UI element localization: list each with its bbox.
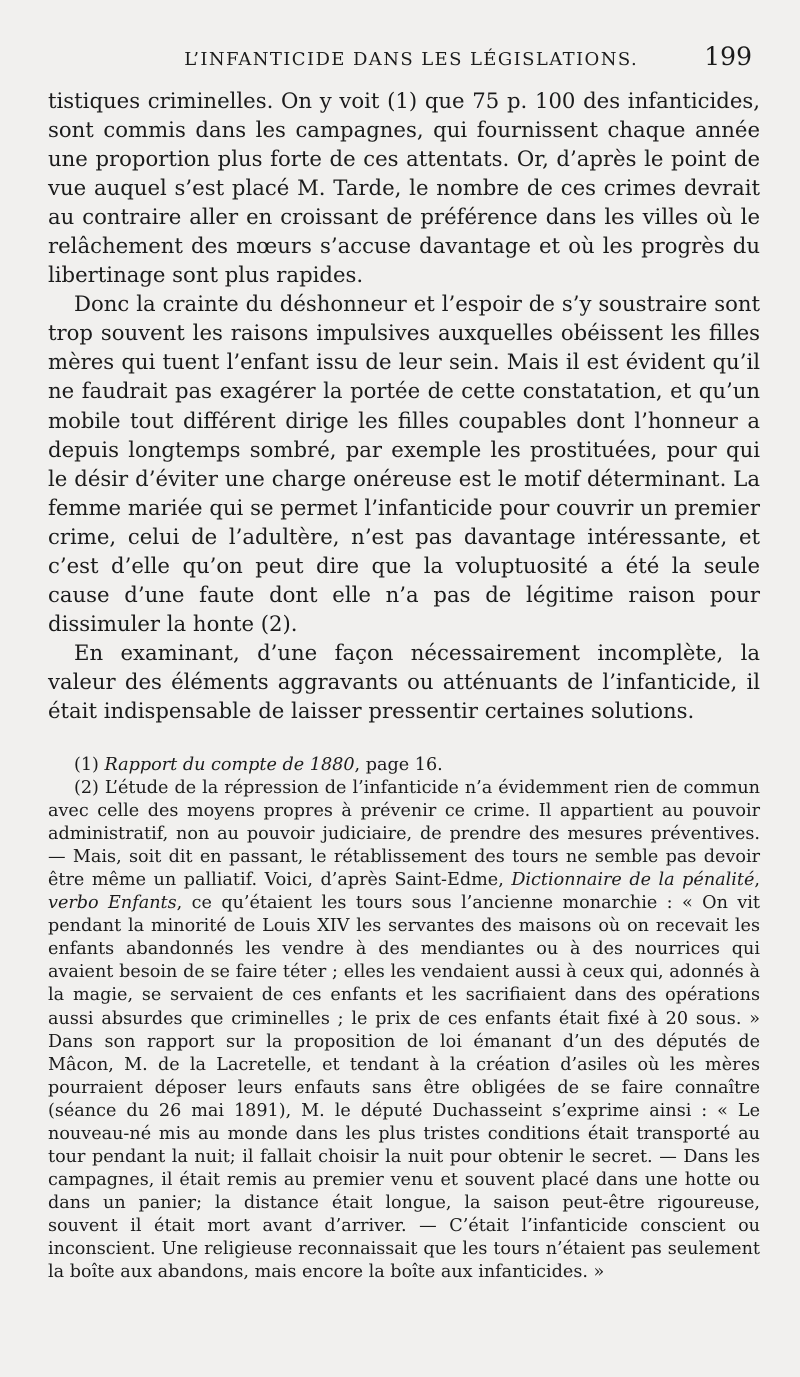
footnote-1	[48, 754, 760, 777]
page-header	[48, 42, 754, 76]
main-text	[48, 86, 760, 725]
footnote-2-text-b: ,	[754, 870, 760, 891]
footnote-1-mark: (1)	[74, 755, 105, 775]
footnote-1-rest: , page 16.	[354, 755, 443, 775]
footnotes	[48, 754, 760, 1284]
paragraph-3: En examinant, d’une façon nécessairement incomplète, la valeur des éléments aggravants ou atténuants de l’infanticide, il était indispensable de laisser pressentir certaines solutions.	[48, 639, 760, 723]
footnote-2-work-title: Dictionnaire de la pénalité	[511, 870, 755, 891]
footnote-2	[48, 777, 760, 1284]
running-head: L’INFANTICIDE DANS LES LÉGISLATIONS.	[184, 49, 639, 70]
paragraph-1: tistiques criminelles. On y voit (1) que 75 p. 100 des infanticides, sont commis dans les campagnes, qui fournissent chaque année une proportion plus forte de ces attentats. Or, d’après le point de vue auquel s’est placé M. Tarde, le nombre de ces crimes devrait au contraire aller en croissant de préférence dans les villes où le relâchement des mœurs s’accuse davantage et où les progrès du libertinage sont plus rapides.	[48, 88, 760, 288]
paragraph-2: Donc la crainte du déshonneur et l’espoir de s’y soustraire sont trop souvent les raisons impulsives auxquelles obéissent les filles mères qui tuent l’enfant issu de leur sein. Mais il est évident qu’il ne faudrait pas exagérer la portée de cette constatation, et qu’un mobile tout différent dirige les filles coupables dont l’honneur a depuis longtemps sombré, par exemple les prostituées, pour qui le désir d’éviter une charge onéreuse est le motif déterminant. La femme mariée qui se permet l’infanticide pour couvrir un premier crime, celui de l’adultère, n’est pas davantage intéressante, et c’est d’elle qu’on peut dire que la voluptuosité a été la seule cause d’une faute dont elle n’a pas de légitime raison pour dissimuler la honte (2).	[48, 291, 760, 636]
page-number: 199	[704, 42, 752, 71]
footnote-2-text-a: (2) L’étude de la répression de l’infanticide n’a évidemment rien de commun avec celle des moyens propres à prévenir ce crime. Il appartient au pouvoir administratif, non au pouvoir judiciaire, de prendre des mesures préventives. — Mais, soit dit en passant, le rétablissement des tours ne semble pas devoir être même un palliatif. Voici, d’après Saint-Edme,	[48, 778, 760, 891]
footnote-2-text-c: , ce qu’étaient les tours sous l’ancienne monarchie : « On vit pendant la minorité de Louis XIV les servantes des maisons où on recevait les enfants abandonnés les vendre à des mendiantes ou à des nourrices qui avaient besoin de se faire téter ; elles les vendaient aussi à ceux qui, adonnés à la magie, se servaient de ces enfants et les sacrifiaient dans des opérations aussi absurdes que criminelles ; le prix de ces enfants était fixé à 20 sous. » Dans son rapport sur la proposition de loi émanant d’un des députés de Mâcon, M. de la Lacretelle, et tendant à la création d’asiles où les mères pourraient déposer leurs enfauts sans être obligées de se faire connaître (séance du 26 mai 1891), M. le député Duchasseint s’exprime ainsi : « Le nouveau-né mis au monde dans les plus tristes conditions était transporté au tour pendant la nuit; il fallait choisir la nuit pour obtenir le secret. — Dans les campagnes, il était remis au premier venu et souvent placé dans une hotte ou dans un panier; la distance était longue, la saison peut-être rigoureuse, souvent il était mort avant d’arriver. — C’était l’infanticide conscient ou inconscient. Une religieuse reconnaissait que les tours n’étaient pas seulement la boîte aux abandons, mais encore la boîte aux infanticides. »	[48, 893, 760, 1283]
footnote-2-entry: verbo Enfants	[48, 893, 177, 914]
footnote-1-title: Rapport du compte de 1880	[104, 755, 355, 775]
